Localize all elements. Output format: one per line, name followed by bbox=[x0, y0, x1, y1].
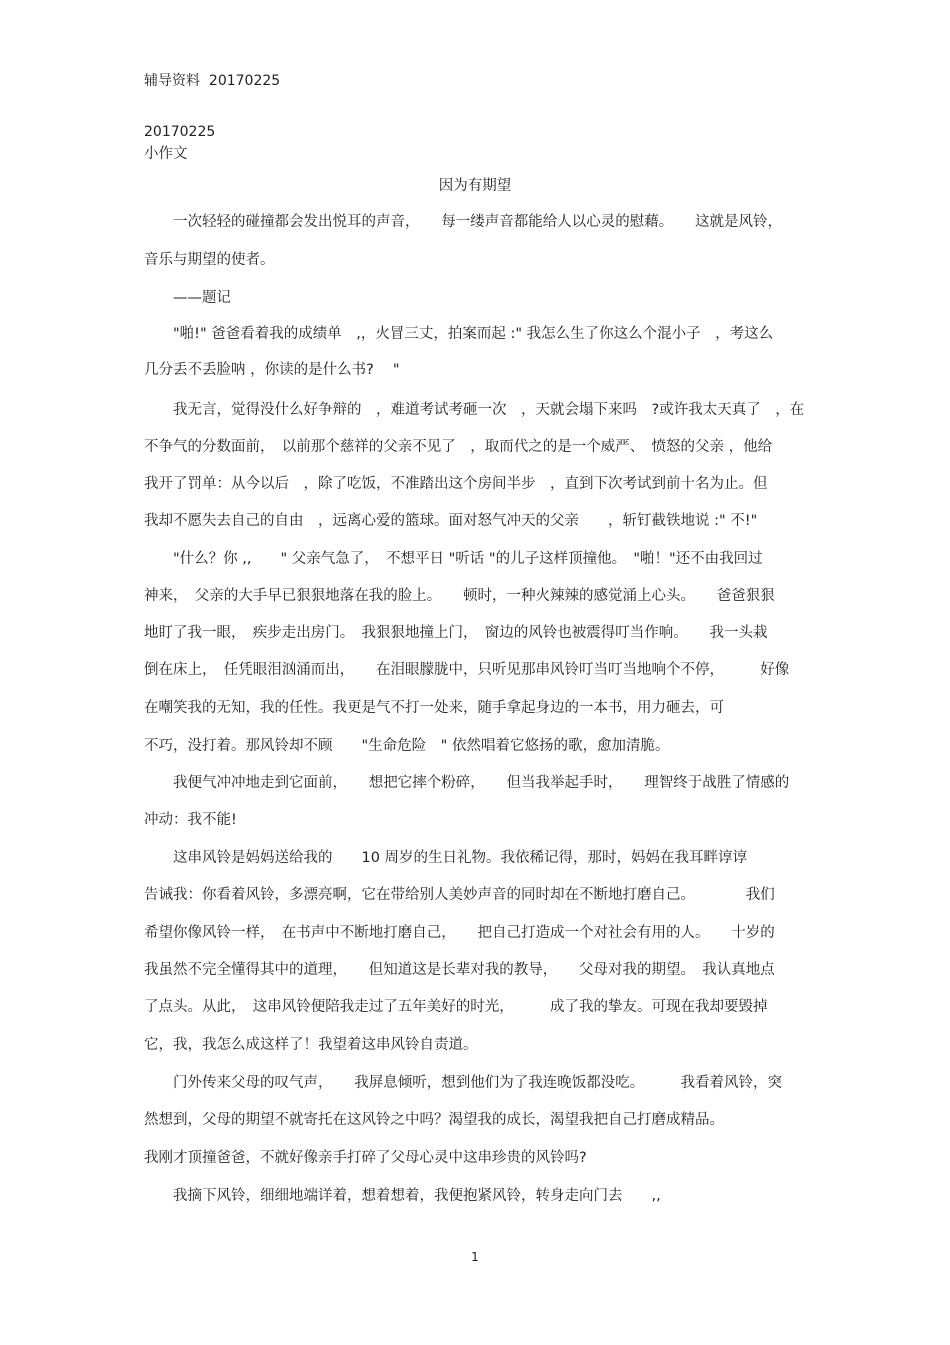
essay-line: 不巧，没打着。那风铃却不顾 "生命危险 " 依然唱着它悠扬的歌，愈加清脆。 bbox=[144, 738, 670, 754]
essay-line: 我开了罚单：从今以后 ，除了吃饭，不准踏出这个房间半步 ，直到下次考试到前十名为止。但 bbox=[144, 476, 768, 492]
essay-line: 在嘲笑我的无知，我的任性。我更是气不打一处来，随手拿起身边的一本书，用力砸去，可 bbox=[144, 700, 724, 716]
page-number: 1 bbox=[471, 1250, 479, 1264]
essay-line: 它，我，我怎么成这样了！我望着这串风铃自责道。 bbox=[144, 1037, 478, 1053]
essay-line: 我虽然不完全懂得其中的道理， 但知道这是长辈对我的教导， 父母对我的期望。 我认真地点 bbox=[144, 962, 775, 978]
essay-line: 音乐与期望的使者。 bbox=[144, 252, 275, 268]
essay-line: ——题记 bbox=[144, 290, 231, 306]
essay-line: 了点头。从此， 这串风铃便陪我走过了五年美好的时光， 成了我的挚友。可现在我却要毁掉 bbox=[144, 999, 768, 1015]
doc-category: 小作文 bbox=[144, 146, 188, 162]
essay-line: 地盯了我一眼， 疾步走出房门。 我狠狠地撞上门， 窗边的风铃也被震得叮当作响。 我一头栽 bbox=[144, 625, 768, 641]
essay-line: 然想到，父母的期望不就寄托在这风铃之中吗？渴望我的成长，渴望我把自己打磨成精品。 bbox=[144, 1112, 724, 1128]
header-date: 20170225 bbox=[208, 73, 281, 89]
essay-line: 我刚才顶撞爸爸，不就好像亲手打碎了父母心灵中这串珍贵的风铃吗? bbox=[144, 1150, 587, 1166]
essay-line: "啪!" 爸爸看着我的成绩单 ,，火冒三丈，拍案而起 :" 我怎么生了你这么个混小子 ，考这么 bbox=[144, 326, 774, 342]
essay-line: 倒在床上， 任凭眼泪汹涌而出， 在泪眼朦胧中，只听见那串风铃叮当叮当地响个不停， 好像 bbox=[144, 662, 790, 678]
header-label: 辅导资料 bbox=[144, 73, 200, 89]
essay-line: 冲动：我不能! bbox=[144, 812, 237, 828]
essay-line: "什么？你 ,, " 父亲气急了， 不想平日 "听话 "的儿子这样顶撞他。 "啪！"还不由我回过 bbox=[144, 551, 763, 567]
essay-line: 希望你像风铃一样， 在书声中不断地打磨自己， 把自己打造成一个对社会有用的人。 十岁的 bbox=[144, 925, 775, 941]
essay-line: 几分丢不丢脸呐 ，你读的是什么书? " bbox=[144, 362, 400, 378]
essay-line: 一次轻轻的碰撞都会发出悦耳的声音， 每一缕声音都能给人以心灵的慰藉。 这就是风铃， bbox=[144, 214, 782, 230]
essay-line: 神来， 父亲的大手早已狠狠地落在我的脸上。 顿时，一种火辣辣的感觉涌上心头。 爸爸狠狠 bbox=[144, 588, 775, 604]
essay-line: 我便气冲冲地走到它面前， 想把它摔个粉碎， 但当我举起手时， 理智终于战胜了情感的 bbox=[144, 775, 790, 791]
essay-line: 我却不愿失去自己的自由 ，远离心爱的篮球。面对怒气冲天的父亲 ，斩钉截铁地说 :" 不!" bbox=[144, 513, 758, 529]
essay-line: 不争气的分数面前， 以前那个慈祥的父亲不见了 ，取而代之的是一个威严、 愤怒的父亲 ，他给 bbox=[144, 439, 773, 455]
essay-line: 门外传来父母的叹气声， 我屏息倾听，想到他们为了我连晚饭都没吃。 我看着风铃，突 bbox=[144, 1075, 782, 1091]
essay-line: 我摘下风铃，细细地端详着，想着想着，我便抱紧风铃，转身走向门去 ,, bbox=[144, 1188, 661, 1204]
doc-date: 20170225 bbox=[144, 124, 216, 140]
page-header bbox=[144, 71, 809, 91]
essay-line: 我无言，觉得没什么好争辩的 ，难道考试考砸一次 ，天就会塌下来吗 ?或许我太天真了 ，在 bbox=[144, 402, 805, 418]
essay-title: 因为有期望 bbox=[438, 178, 512, 194]
essay-line: 告诫我：你看着风铃，多漂亮啊，它在带给别人美妙声音的同时却在不断地打磨自己。 我们 bbox=[144, 887, 775, 903]
essay-line: 这串风铃是妈妈送给我的 10 周岁的生日礼物。我依稀记得，那时，妈妈在我耳畔谆谆 bbox=[144, 850, 748, 866]
